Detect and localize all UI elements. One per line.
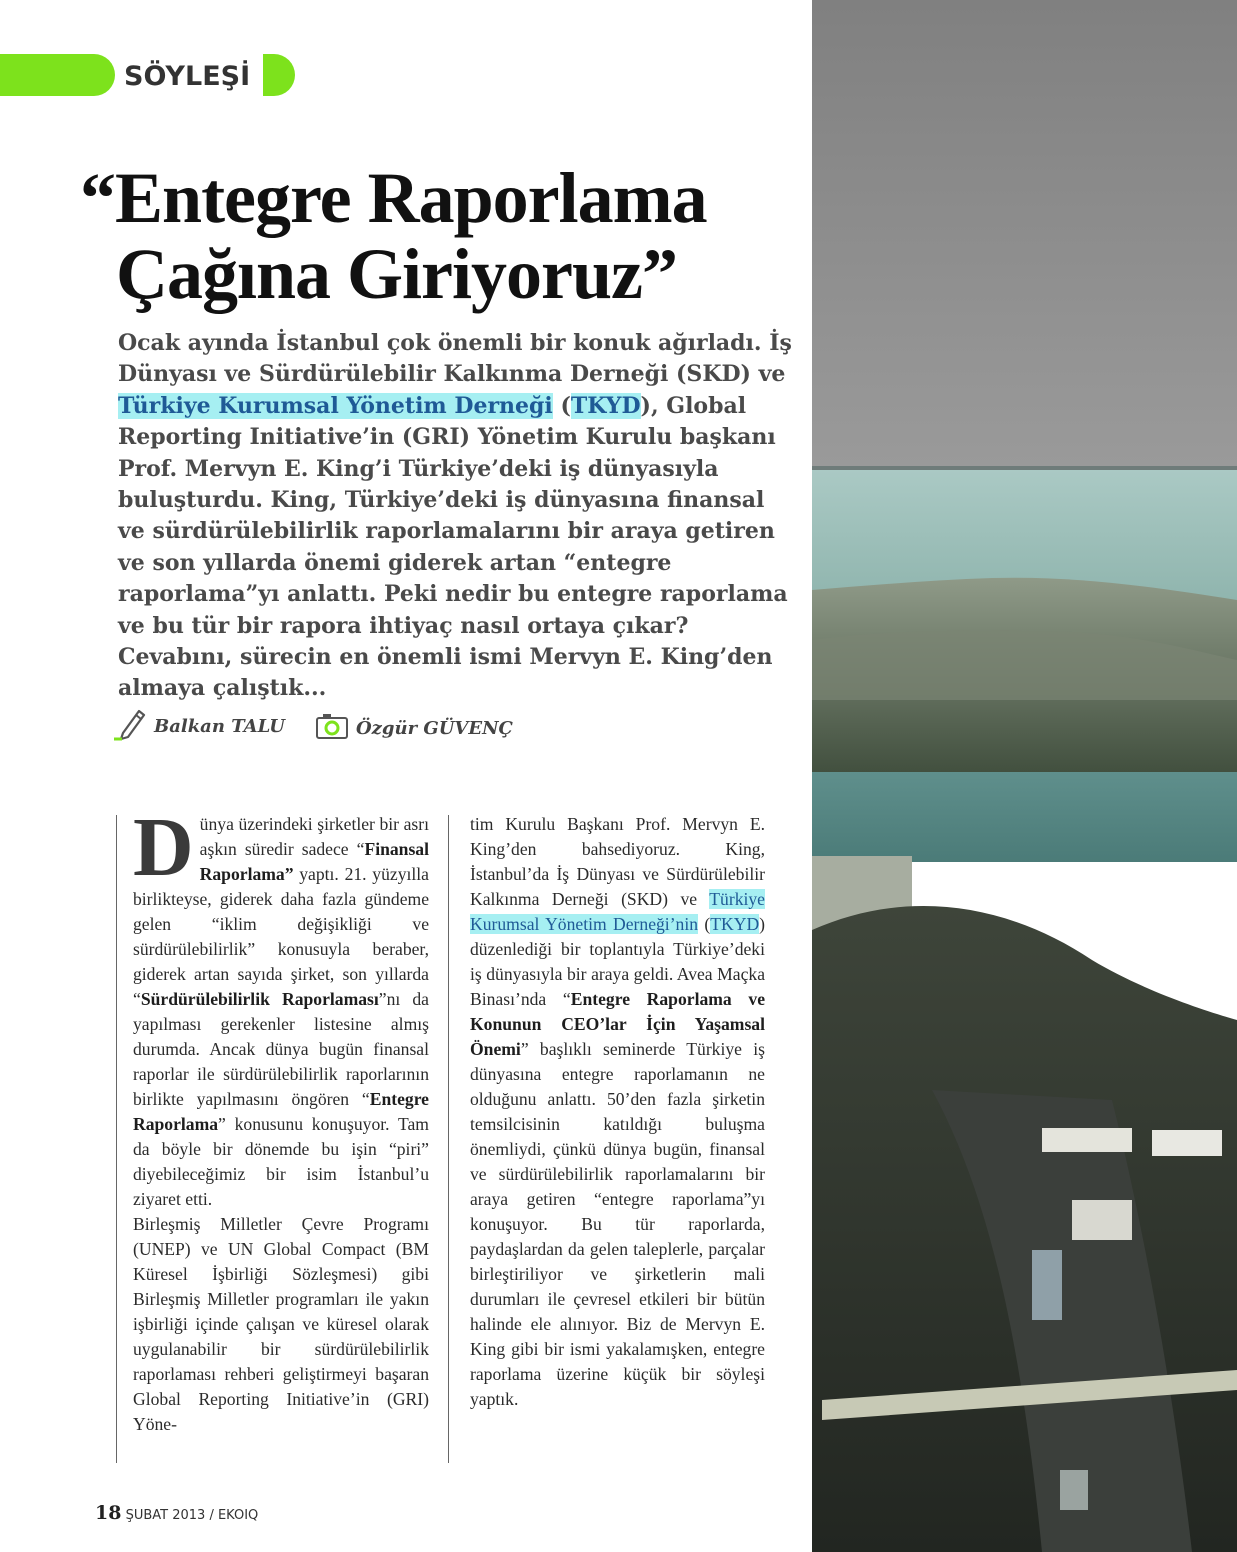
page-number: 18 — [95, 1502, 122, 1524]
lead-text-3: ), Global Reporting Initiative’in (GRI) Yönetim Kurulu başkanı Prof. Mervyn E. King’i Türkiye’deki iş dünyasıyla buluşturdu. King, Türkiye’deki iş dünyasına finansal ve sürdürülebilirlik raporlamalarını bir araya getiren ve son yıllarda önemi giderek artan “entegre raporlama”yı anlattı. Peki nedir bu entegre raporlama ve bu tür bir rapora ihtiyaç nasıl ortaya çıkar? Cevabını, sürecin en önemli ismi Mervyn E. King’den almaya çalıştık... — [118, 392, 788, 702]
headline-line-1: “Entegre Raporlama — [80, 158, 707, 238]
body-text: ) düzenlediği bir toplantıyla Türkiye’deki iş dünyasıyla bir araya geldi. Avea Maçka Binası’nda “ — [470, 914, 766, 1009]
lead-highlight-org: Türkiye Kurumsal Yönetim Derneği — [118, 392, 553, 419]
headline-line-2: Çağına Giriyoruz” — [116, 234, 677, 314]
section-label: SÖYLEŞİ — [124, 61, 251, 92]
bold-term: Entegre Raporlama — [133, 1089, 429, 1134]
highlight-abbr: TKYD — [710, 914, 760, 934]
body-text: ünya üzerindeki şirketler bir asrı aşkın süredir sadece “ — [199, 814, 429, 859]
credits — [112, 704, 532, 748]
drop-cap: D — [133, 801, 194, 894]
bold-term: Finansal Raporlama” — [199, 839, 429, 884]
lead-text-2: ( — [552, 392, 571, 419]
body-paragraph-3 — [470, 812, 765, 1412]
lead-paragraph — [118, 328, 798, 705]
column-rule-left — [116, 815, 117, 1463]
body-column-left — [133, 801, 429, 1437]
column-rule-middle — [448, 815, 449, 1463]
author-name: Balkan TALU — [154, 716, 285, 737]
bold-term: Sürdürülebilirlik Raporlaması — [140, 989, 379, 1009]
page-footer — [95, 1500, 258, 1526]
body-text: yaptı. 21. yüzyılla birlikteyse, giderek daha fazla gündeme gelen “iklim değişikliği ve sürdürülebilirlik” konusuyla beraber, giderek artan sayıda şirket, son yıllarda “ — [133, 864, 429, 1009]
highlight-org: Türkiye Kurumsal Yönetim Derneği’nin — [470, 889, 765, 934]
headline — [80, 160, 790, 312]
body-text: ” konusunu konuşuyor. Tam da böyle bir dönemde bu işin “piri” diyebileceğimiz bir isim İstanbul’u ziyaret etti. — [133, 1114, 429, 1209]
body-text: tim Kurulu Başkanı Prof. Mervyn E. King’den bahsediyoruz. King, İstanbul’da İş Dünyası ve Sürdürülebilir Kalkınma Derneği (SKD) ve — [470, 814, 765, 909]
body-column-right — [470, 812, 765, 1412]
section-bar — [0, 54, 115, 96]
body-text: ” başlıklı seminerde Türkiye iş dünyasına entegre raporlamanın ne olduğunu anlattı. 50’den fazla şirketin temsilcisinin katıldığı buluşma önemliydi, çünkü dünya bugün, finansal ve sürdürülebilirlik raporlamalarını bir araya getiren “entegre raporlama”yı konuşuyor. Bu tür raporlarda, paydaşlardan da gelen taleplerle, parçalar birleştiriliyor ve şirketlerin mali durumları ile çevresel etkileri bir bütün halinde ele alınıyor. Biz de Mervyn E. King gibi bir ismi yakalamışken, entegre raporlama üzerine küçük bir söyleşi yaptık. — [470, 1039, 765, 1409]
bosphorus-photo — [812, 0, 1237, 1552]
issue-label: ŞUBAT 2013 / EKOIQ — [125, 1508, 259, 1523]
body-paragraph-2: Birleşmiş Milletler Çevre Programı (UNEP) ve UN Global Compact (BM Küresel İşbirliği Sözleşmesi) gibi Birleşmiş Milletler programları ile yakın işbirliği içinde çalışan ve küresel olarak uygulanabilir bir sürdürülebilirlik raporlaması rehberi geliştirmeyi başaran Global Reporting Initiative’in (GRI) Yöne- — [133, 1214, 429, 1434]
lead-highlight-abbr: TKYD — [570, 392, 641, 419]
lead-text-1: Ocak ayında İstanbul çok önemli bir konuk ağırladı. İş Dünyası ve Sürdürülebilir Kalkınma Derneği (SKD) ve — [118, 330, 792, 388]
body-text: ”nı da yapılması gerekenler listesine almış durumda. Ancak dünya bugün finansal raporlar ile sürdürülebilirlik raporlarının birlikte yapılmasını öngören “ — [133, 989, 429, 1109]
section-tab — [263, 54, 295, 96]
body-paragraph-1 — [133, 801, 429, 1212]
camera-icon — [314, 706, 350, 742]
photographer-name: Özgür GÜVENÇ — [356, 718, 513, 739]
pencil-icon — [112, 706, 148, 742]
bold-seminar-title: Entegre Raporlama ve Konunun CEO’lar İçin Yaşamsal Önemi — [470, 989, 765, 1059]
photo-illustration — [812, 0, 1237, 1552]
body-text: ( — [698, 914, 711, 934]
